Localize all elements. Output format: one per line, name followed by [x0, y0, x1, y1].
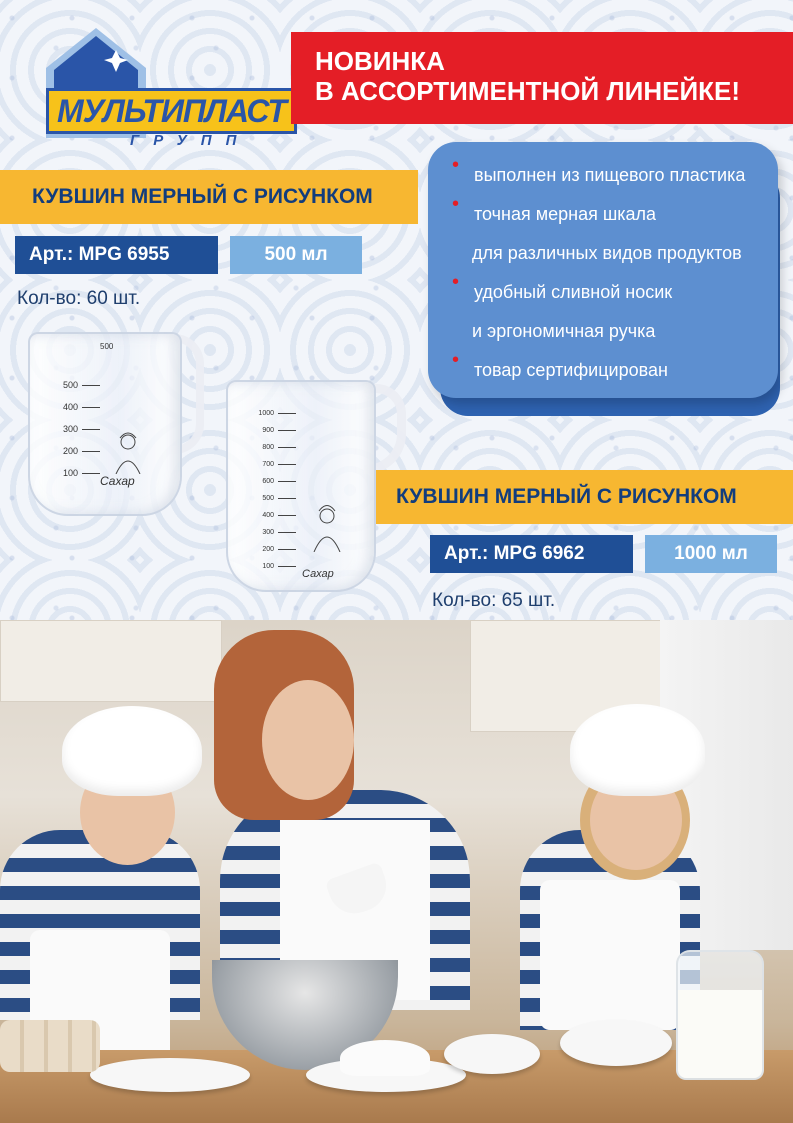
scale-mark: 400: [256, 512, 296, 519]
scale-mark: 100: [60, 468, 100, 478]
banner-line-1: НОВИНКА: [315, 46, 445, 76]
feature-item: • точная мерная шкала для различных видов продуктов: [454, 195, 778, 273]
girl-apron: [540, 880, 680, 1030]
scale-mark: 600: [256, 478, 296, 485]
product-2-title: КУВШИН МЕРНЫЙ С РИСУНКОМ: [376, 470, 793, 524]
girl-chef-hat: [570, 704, 705, 796]
boy-chef-hat: [62, 706, 202, 796]
scale-mark: 500: [256, 495, 296, 502]
scale-mark: 1000: [256, 410, 296, 417]
new-product-banner: [291, 32, 793, 124]
banner-line-2: В АССОРТИМЕНТНОЙ ЛИНЕЙКЕ!: [315, 76, 741, 106]
feature-item: • удобный сливной носик и эргономичная ручка: [454, 273, 778, 351]
scale-mark: 400: [60, 402, 100, 412]
kitchen-family-photo: [0, 620, 793, 1123]
product-1-volume: 500 мл: [230, 236, 362, 274]
scale-mark: 200: [256, 546, 296, 553]
product-2-quantity: Кол-во: 65 шт.: [432, 590, 556, 611]
flour-pile: [340, 1040, 430, 1076]
jug-1000-label: Сахар: [302, 568, 334, 580]
logo-subtitle: ГРУПП: [130, 132, 251, 149]
bowl-right: [560, 1020, 672, 1066]
bullet-icon: •: [452, 154, 460, 176]
scale-mark: 900: [256, 427, 296, 434]
kitchen-cabinet: [0, 620, 222, 702]
scale-mark: 700: [256, 461, 296, 468]
feature-item: • выполнен из пищевого пластика: [454, 156, 778, 195]
product-1-title: КУВШИН МЕРНЫЙ С РИСУНКОМ: [0, 170, 418, 224]
scale-mark: 100: [256, 563, 296, 570]
milk-jug: [676, 950, 764, 1080]
bullet-icon: •: [452, 193, 460, 215]
scale-mark: 500: [60, 380, 100, 390]
logo-wordmark: МУЛЬТИПЛАСТ: [46, 88, 297, 134]
mother-face: [262, 680, 354, 800]
scale-mark: 800: [256, 444, 296, 451]
egg-tray: [0, 1020, 100, 1072]
product-1-quantity: Кол-во: 60 шт.: [17, 288, 141, 309]
jug-500-image: [28, 332, 182, 516]
jug-500-top-mark: 500: [100, 342, 114, 351]
small-bowl: [444, 1034, 540, 1074]
butter-plate: [90, 1058, 250, 1092]
bullet-icon: •: [452, 271, 460, 293]
feature-item: • товар сертифицирован: [454, 351, 778, 390]
scale-mark: 200: [60, 446, 100, 456]
chef-drawing-icon: [108, 430, 148, 474]
chef-drawing-icon: [308, 502, 346, 552]
features-panel: [428, 142, 778, 398]
scale-mark: 300: [60, 424, 100, 434]
features-list: [428, 142, 778, 390]
scale-mark: 300: [256, 529, 296, 536]
product-1-article: Арт.: MPG 6955: [15, 236, 218, 274]
jug-1000-image: [226, 380, 376, 592]
product-2-volume: 1000 мл: [645, 535, 777, 573]
product-2-article: Арт.: MPG 6962: [430, 535, 633, 573]
bullet-icon: •: [452, 349, 460, 371]
company-logo: [38, 20, 286, 160]
jug-500-label: Сахар: [100, 474, 135, 488]
